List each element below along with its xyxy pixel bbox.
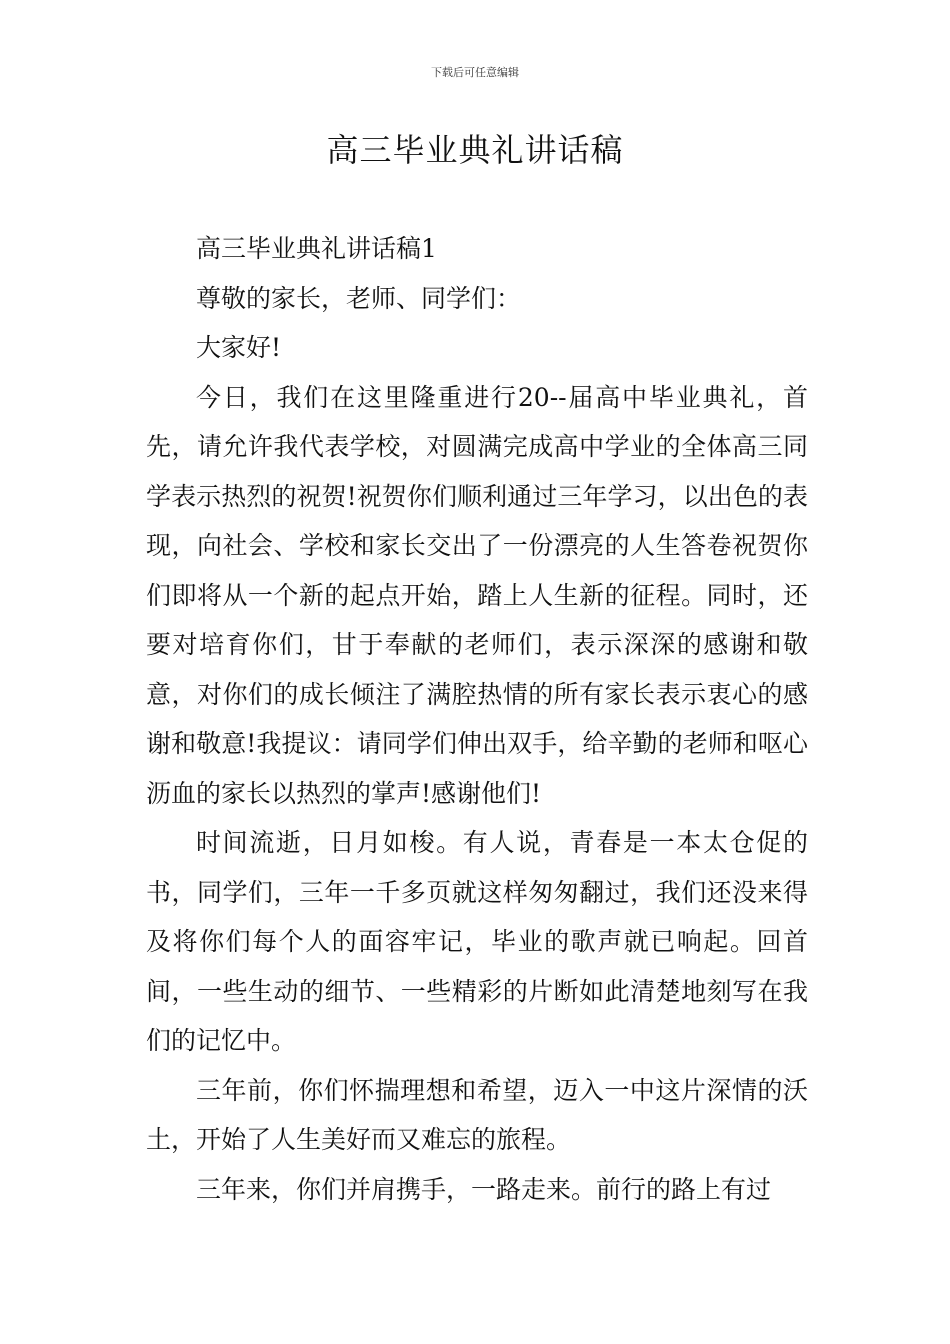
header-note: 下载后可任意编辑 [431,66,519,79]
paragraph-body: 三年前，你们怀揣理想和希望，迈入一中这片深情的沃土，开始了人生美好而又难忘的旅程。 [146,1075,808,1154]
paragraph-greeting: 大家好! [196,333,282,362]
paragraph-body: 今日，我们在这里隆重进行20--届高中毕业典礼，首先，请允许我代表学校，对圆满完成高中学业的全体高三同学表示热烈的祝贺!祝贺你们顺利通过三年学习，以出色的表现，向社会、学校和家长交出了一份漂亮的人生答卷祝贺你们即将从一个新的起点开始，踏上人生新的征程。同时，还要对培育你们，甘于奉献的老师们，表示深深的感谢和敬意，对你们的成长倾注了满腔热情的所有家长表示衷心的感谢和敬意!我提议：请同学们伸出双手，给辛勤的老师和呕心沥血的家长以热烈的掌声!感谢他们! [146,382,808,808]
paragraph-body: 三年来，你们并肩携手，一路走来。前行的路上有过 [196,1174,772,1204]
paragraph-body: 时间流逝，日月如梭。有人说，青春是一本太仓促的书，同学们，三年一千多页就这样匆匆翻过，我们还没来得及将你们每个人的面容牢记，毕业的歌声就已响起。回首间，一些生动的细节、一些精彩的片断如此清楚地刻写在我们的记忆中。 [146,828,808,1055]
paragraph-salutation: 尊敬的家长，老师、同学们： [196,283,522,313]
document-body [146,224,808,1214]
paragraph-heading: 高三毕业典礼讲话稿1 [196,234,437,263]
document-title: 高三毕业典礼讲话稿 [326,131,624,169]
